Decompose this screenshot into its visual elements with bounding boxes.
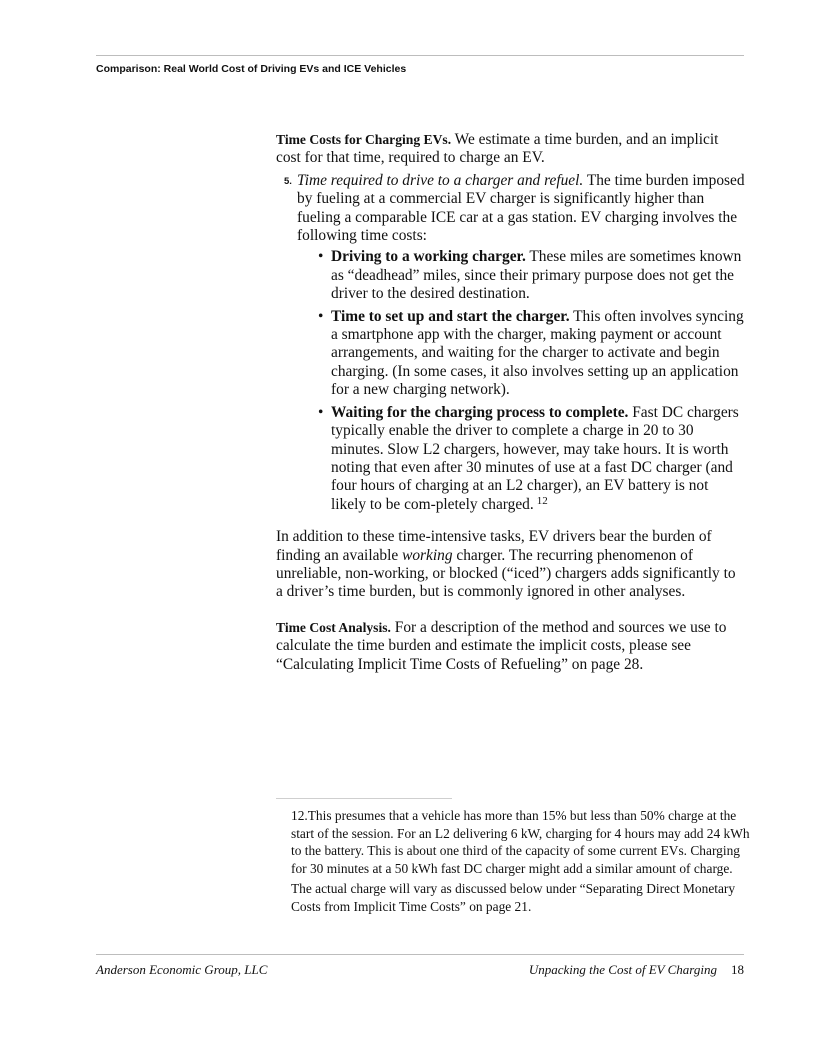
footer-rule [96,954,744,955]
emphasis-working: working [402,546,453,564]
bullet-text: Fast DC chargers typically enable the driver to complete a charge in 20 to 30 minutes. Slow L2 chargers, however, may take hours. It is worth noting that even after 30 minutes of use at a fast DC charger (and four hours of charging at an L2 charger), an EV battery is not likely to be com-pletely charged. [331,403,739,513]
numbered-item-5 [276,172,746,514]
bullet-title: Time to set up and start the charger. [331,307,570,325]
item-text: The time burden imposed by fueling at a commercial EV charger is significantly higher than fueling a comparable ICE car at a gas station. EV charging involves the following time costs: [297,171,745,245]
paragraph-working-charger [276,528,746,602]
footer-organization: Anderson Economic Group, LLC [96,962,268,977]
paragraph-text: In addition to these time-intensive tasks, EV drivers bear the burden of finding an available [276,528,712,564]
time-cost-bullet-list [297,248,746,514]
bullet-icon: • [318,248,324,266]
footnote-paragraph: The actual charge will vary as discussed below under “Separating Direct Monetary Costs from Implicit Time Costs” on page 21. [291,881,736,914]
item-number: 5. [284,175,292,187]
section-text: For a description of the method and sources we use to calculate the time burden and estimate the implicit costs, please see “Calculating Implicit Time Costs of Refueling” on page 28. [276,618,727,673]
footnote-12 [291,807,751,916]
footnote-paragraph [291,807,751,877]
paragraph-text: charger. The recurring phenomenon of unreliable, non-working, or blocked (“iced”) chargers adds significantly to a driver’s time burden, but is commonly ignored in other analyses. [276,546,736,601]
running-head: Comparison: Real World Cost of Driving EVs and ICE Vehicles [96,63,407,75]
footer-title: Unpacking the Cost of EV Charging [528,962,717,977]
header-rule [96,55,744,56]
body-text [276,131,746,674]
bullet-icon: • [318,403,324,421]
section-heading: Time Cost Analysis. [276,619,391,635]
bullet-text: These miles are sometimes known as “deadhead” miles, since their primary purpose does not get the driver to the desired destination. [331,248,742,303]
footnote-reference[interactable]: 12 [536,494,548,507]
footnote-text: This presumes that a vehicle has more than 15% but less than 50% charge at the start of the session. For an L2 delivering 6 kW, charging for 4 hours may add 24 kWh to the battery. This is about one third of the capacity of some current EVs. Charging for 30 minutes at a 50 kWh fast DC charger might add a similar amount of charge. [291,808,750,876]
bullet-title: Waiting for the charging process to complete. [331,403,629,421]
footnote-separator [276,798,452,799]
bullet-waiting-charge [318,403,746,514]
page-number: 18 [731,962,744,977]
bullet-setup-charger [318,307,746,400]
section-intro-text: We estimate a time burden, and an implicit cost for that time, required to charge an EV. [276,131,719,167]
item-paragraph [297,172,746,246]
bullet-icon: • [318,307,324,325]
section-charging-time-costs [276,131,746,168]
footer-report-title [529,962,744,978]
item-title: Time required to drive to a charger and refuel. [297,171,584,189]
bullet-driving-to-charger [318,248,746,303]
section-heading: Time Costs for Charging EVs. [276,132,452,147]
section-time-cost-analysis [276,619,746,674]
footnote-number: 12. [291,808,308,823]
bullet-title: Driving to a working charger. [331,248,526,266]
bullet-text: This often involves syncing a smartphone app with the charger, making payment or account arrangements, and waiting for the charger to activate and begin charging. (In some cases, it also involves setting up an application for a new charging network). [331,307,744,399]
